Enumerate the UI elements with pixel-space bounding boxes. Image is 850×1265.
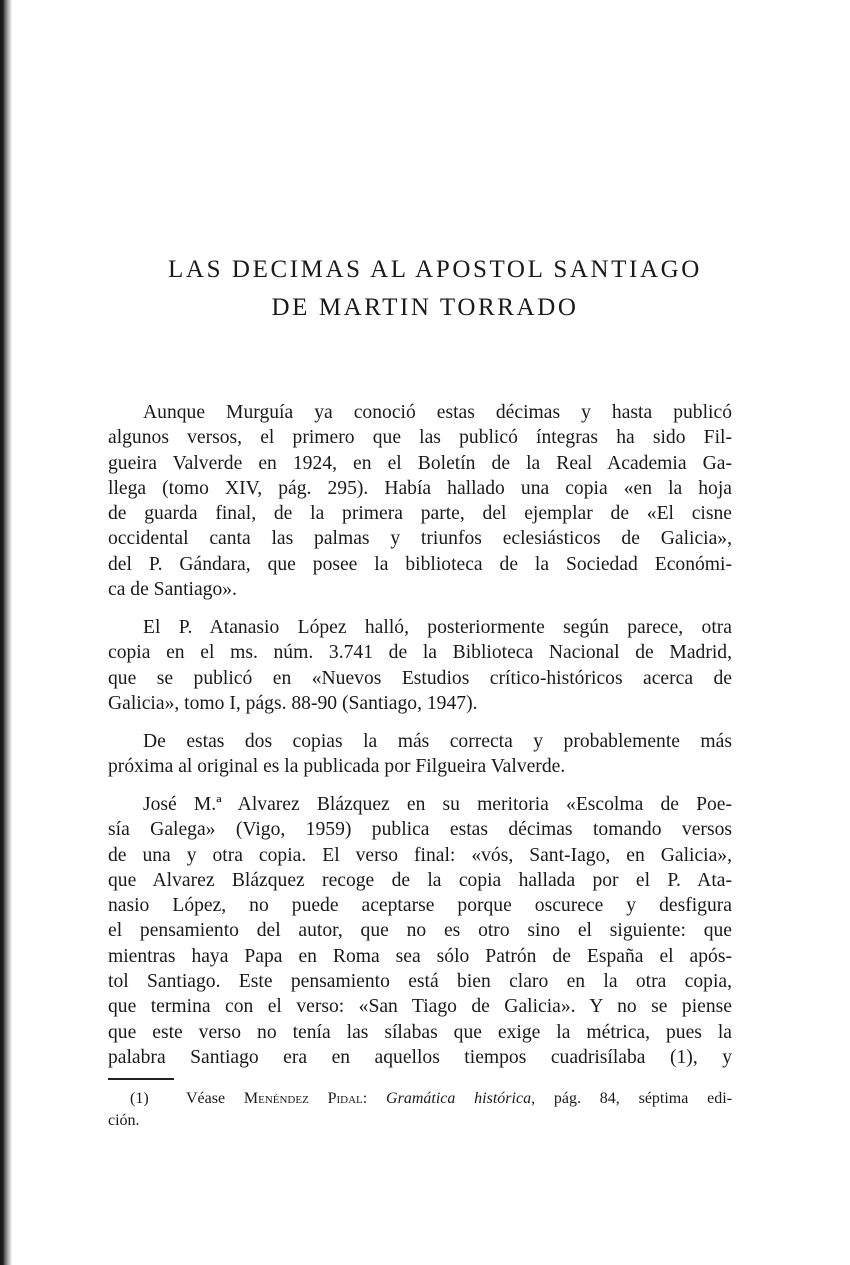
- paragraph: [108, 729, 732, 780]
- text-line: nasio López, no puede aceptarse porque oscurece y desfigura: [108, 895, 732, 917]
- text-line: que se publicó en «Nuevos Estudios crítico-históricos acerca de: [108, 667, 732, 689]
- text-line: De estas dos copias la más correcta y probablemente más: [143, 730, 732, 752]
- text-line: José M.ª Alvarez Blázquez en su meritoria «Escolma de Poe-: [143, 793, 732, 815]
- text-line: que Alvarez Blázquez recoge de la copia hallada por el P. Ata-: [108, 869, 732, 891]
- footnote-colon: :: [362, 1090, 368, 1107]
- text-line: que termina con el verso: «San Tiago de Galicia». Y no se piense: [108, 996, 732, 1018]
- paragraph: [108, 400, 732, 602]
- footnote-work: Gramática histórica,: [386, 1090, 536, 1107]
- text-line: de una y otra copia. El verso final: «vós, Sant-Iago, en Galicia»,: [108, 844, 732, 866]
- text-line: que este verso no tenía las sílabas que exige la métrica, pues la: [108, 1021, 732, 1043]
- text-line: gueira Valverde en 1924, en el Boletín de la Real Academia Ga-: [108, 452, 732, 474]
- title-line-2: DE MARTIN TORRADO: [271, 294, 579, 321]
- paragraph: [108, 792, 732, 1070]
- text-line: palabra Santiago era en aquellos tiempos cuadrisílaba (1), y: [108, 1046, 732, 1068]
- footnote-author: Menéndez Pidal: [243, 1090, 363, 1107]
- scan-border: [0, 0, 12, 1265]
- text-line: próxima al original es la publicada por Filgueira Valverde.: [108, 756, 566, 778]
- footnote-number: (1): [130, 1090, 149, 1107]
- text-line: ca de Santiago».: [108, 579, 237, 601]
- text-line: occidental canta las palmas y triunfos eclesiásticos de Galicia»,: [108, 528, 732, 550]
- footnote-lead: Véase: [185, 1090, 226, 1107]
- text-line: el pensamiento del autor, que no es otro sino el siguiente: que: [108, 920, 732, 942]
- footnote: [108, 1088, 732, 1132]
- text-line: del P. Gándara, que posee la biblioteca de la Sociedad Económi-: [108, 553, 732, 575]
- text-line: El P. Atanasio López halló, posteriormente según parece, otra: [143, 616, 732, 638]
- text-line: llega (tomo XIV, pág. 295). Había hallado una copia «en la hoja: [108, 477, 732, 499]
- text-line: algunos versos, el primero que las publicó íntegras ha sido Fil-: [108, 427, 732, 449]
- paragraph: [108, 615, 732, 716]
- body-text: [108, 400, 732, 1083]
- footnote-line-2: ción.: [108, 1112, 140, 1129]
- footnote-rule: [108, 1078, 174, 1080]
- text-line: sía Galega» (Vigo, 1959) publica estas décimas tomando versos: [108, 819, 732, 841]
- text-line: Galicia», tomo I, págs. 88-90 (Santiago, 1947).: [108, 692, 478, 714]
- text-line: Aunque Murguía ya conoció estas décimas y hasta publicó: [143, 402, 732, 423]
- footnote-line-1: [108, 1088, 732, 1110]
- text-line: copia en el ms. núm. 3.741 de la Biblioteca Nacional de Madrid,: [108, 642, 732, 664]
- text-line: mientras haya Papa en Roma sea sólo Patrón de España el após-: [108, 945, 732, 967]
- text-line: tol Santiago. Este pensamiento está bien claro en la otra copia,: [108, 971, 732, 993]
- title-line-1: LAS DECIMAS AL APOSTOL SANTIAGO: [168, 256, 702, 283]
- footnote-rest: pág. 84, séptima edi-: [553, 1090, 733, 1107]
- text-line: de guarda final, de la primera parte, del ejemplar de «El cisne: [108, 503, 732, 525]
